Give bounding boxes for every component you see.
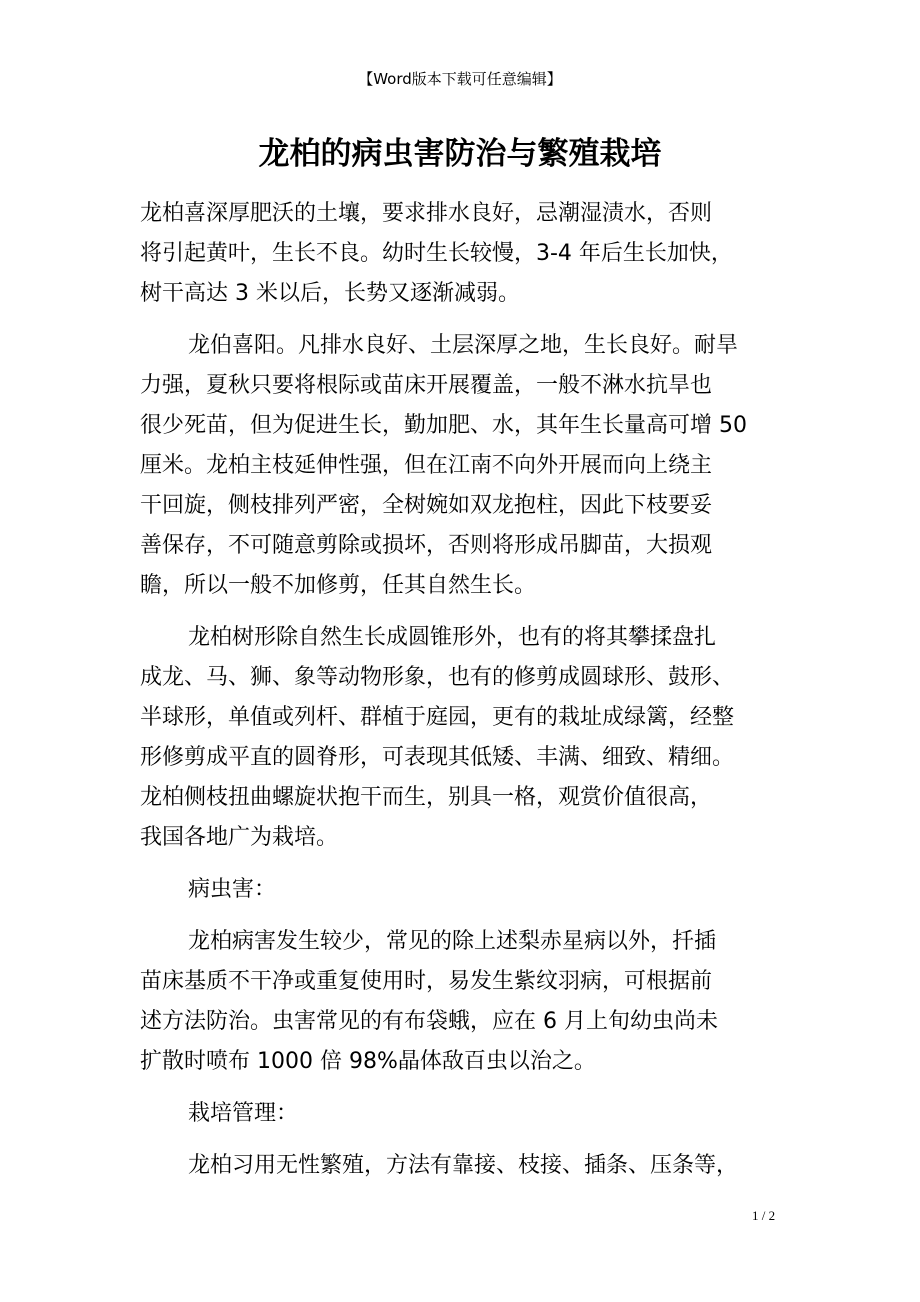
page-number: 1 / 2	[752, 1208, 776, 1223]
text-line: 力强，夏秋只要将根际或苗床开展覆盖，一般不淋水抗旱也	[140, 373, 713, 398]
text-line: 述方法防治。虫害常见的有布袋蛾，应在 6 月上旬幼虫尚未	[140, 1009, 718, 1034]
text-line: 很少死苗，但为促进生长，勤加肥、水，其年生长量高可增 50	[140, 413, 747, 438]
text-line: 龙柏习用无性繁殖，方法有靠接、枝接、插条、压条等，	[188, 1153, 739, 1178]
text-line: 我国各地广为栽培。	[140, 825, 339, 850]
text-line: 成龙、马、狮、象等动物形象，也有的修剪成圆球形、鼓形、	[140, 665, 735, 690]
text-line: 扩散时喷布 1000 倍 98%晶体敌百虫以治之。	[140, 1049, 596, 1074]
text-line: 干回旋，侧枝排列严密，全树婉如双龙抱柱，因此下枝要妥	[140, 493, 713, 518]
text-line: 厘米。龙柏主枝延伸性强，但在江南不向外开展而向上绕主	[140, 453, 713, 478]
paragraph	[140, 194, 790, 314]
text-line: 半球形，单值或列杆、群植于庭园，更有的栽址成绿篱，经整	[140, 705, 735, 730]
text-line: 善保存，不可随意剪除或损坏，否则将形成吊脚苗，大损观	[140, 533, 713, 558]
text-line: 瞻，所以一般不加修剪，任其自然生长。	[140, 573, 537, 598]
paragraph	[140, 1146, 790, 1186]
paragraph	[140, 870, 790, 910]
text-line: 病虫害：	[188, 877, 277, 902]
text-line: 龙柏树形除自然生长成圆锥形外，也有的将其攀揉盘扎	[188, 625, 717, 650]
paragraph	[140, 1094, 790, 1134]
text-line: 形修剪成平直的圆脊形，可表现其低矮、丰满、细致、精细。	[140, 745, 735, 770]
paragraph	[140, 922, 790, 1082]
paragraph	[140, 618, 790, 858]
paragraph	[140, 326, 790, 606]
text-line: 树干高达 3 米以后，长势又逐渐减弱。	[140, 281, 520, 306]
document-title: 龙柏的病虫害防治与繁殖栽培	[258, 136, 662, 172]
text-line: 龙柏病害发生较少，常见的除上述梨赤星病以外，扦插	[188, 929, 717, 954]
text-line: 栽培管理：	[188, 1101, 299, 1126]
text-line: 龙柏喜深厚肥沃的土壤，要求排水良好，忌潮湿渍水，否则	[140, 201, 713, 226]
text-line: 苗床基质不干净或重复使用时，易发生紫纹羽病，可根据前	[140, 969, 713, 994]
download-banner: 【Word版本下载可任意编辑】	[358, 70, 562, 88]
text-line: 将引起黄叶，生长不良。幼时生长较慢，3-4 年后生长加快，	[140, 241, 733, 266]
text-line: 龙伯喜阳。凡排水良好、土层深厚之地，生长良好。耐旱	[188, 333, 739, 358]
document-body	[140, 194, 790, 1198]
text-line: 龙柏侧枝扭曲螺旋状抱干而生，别具一格，观赏价值很高，	[140, 785, 713, 810]
